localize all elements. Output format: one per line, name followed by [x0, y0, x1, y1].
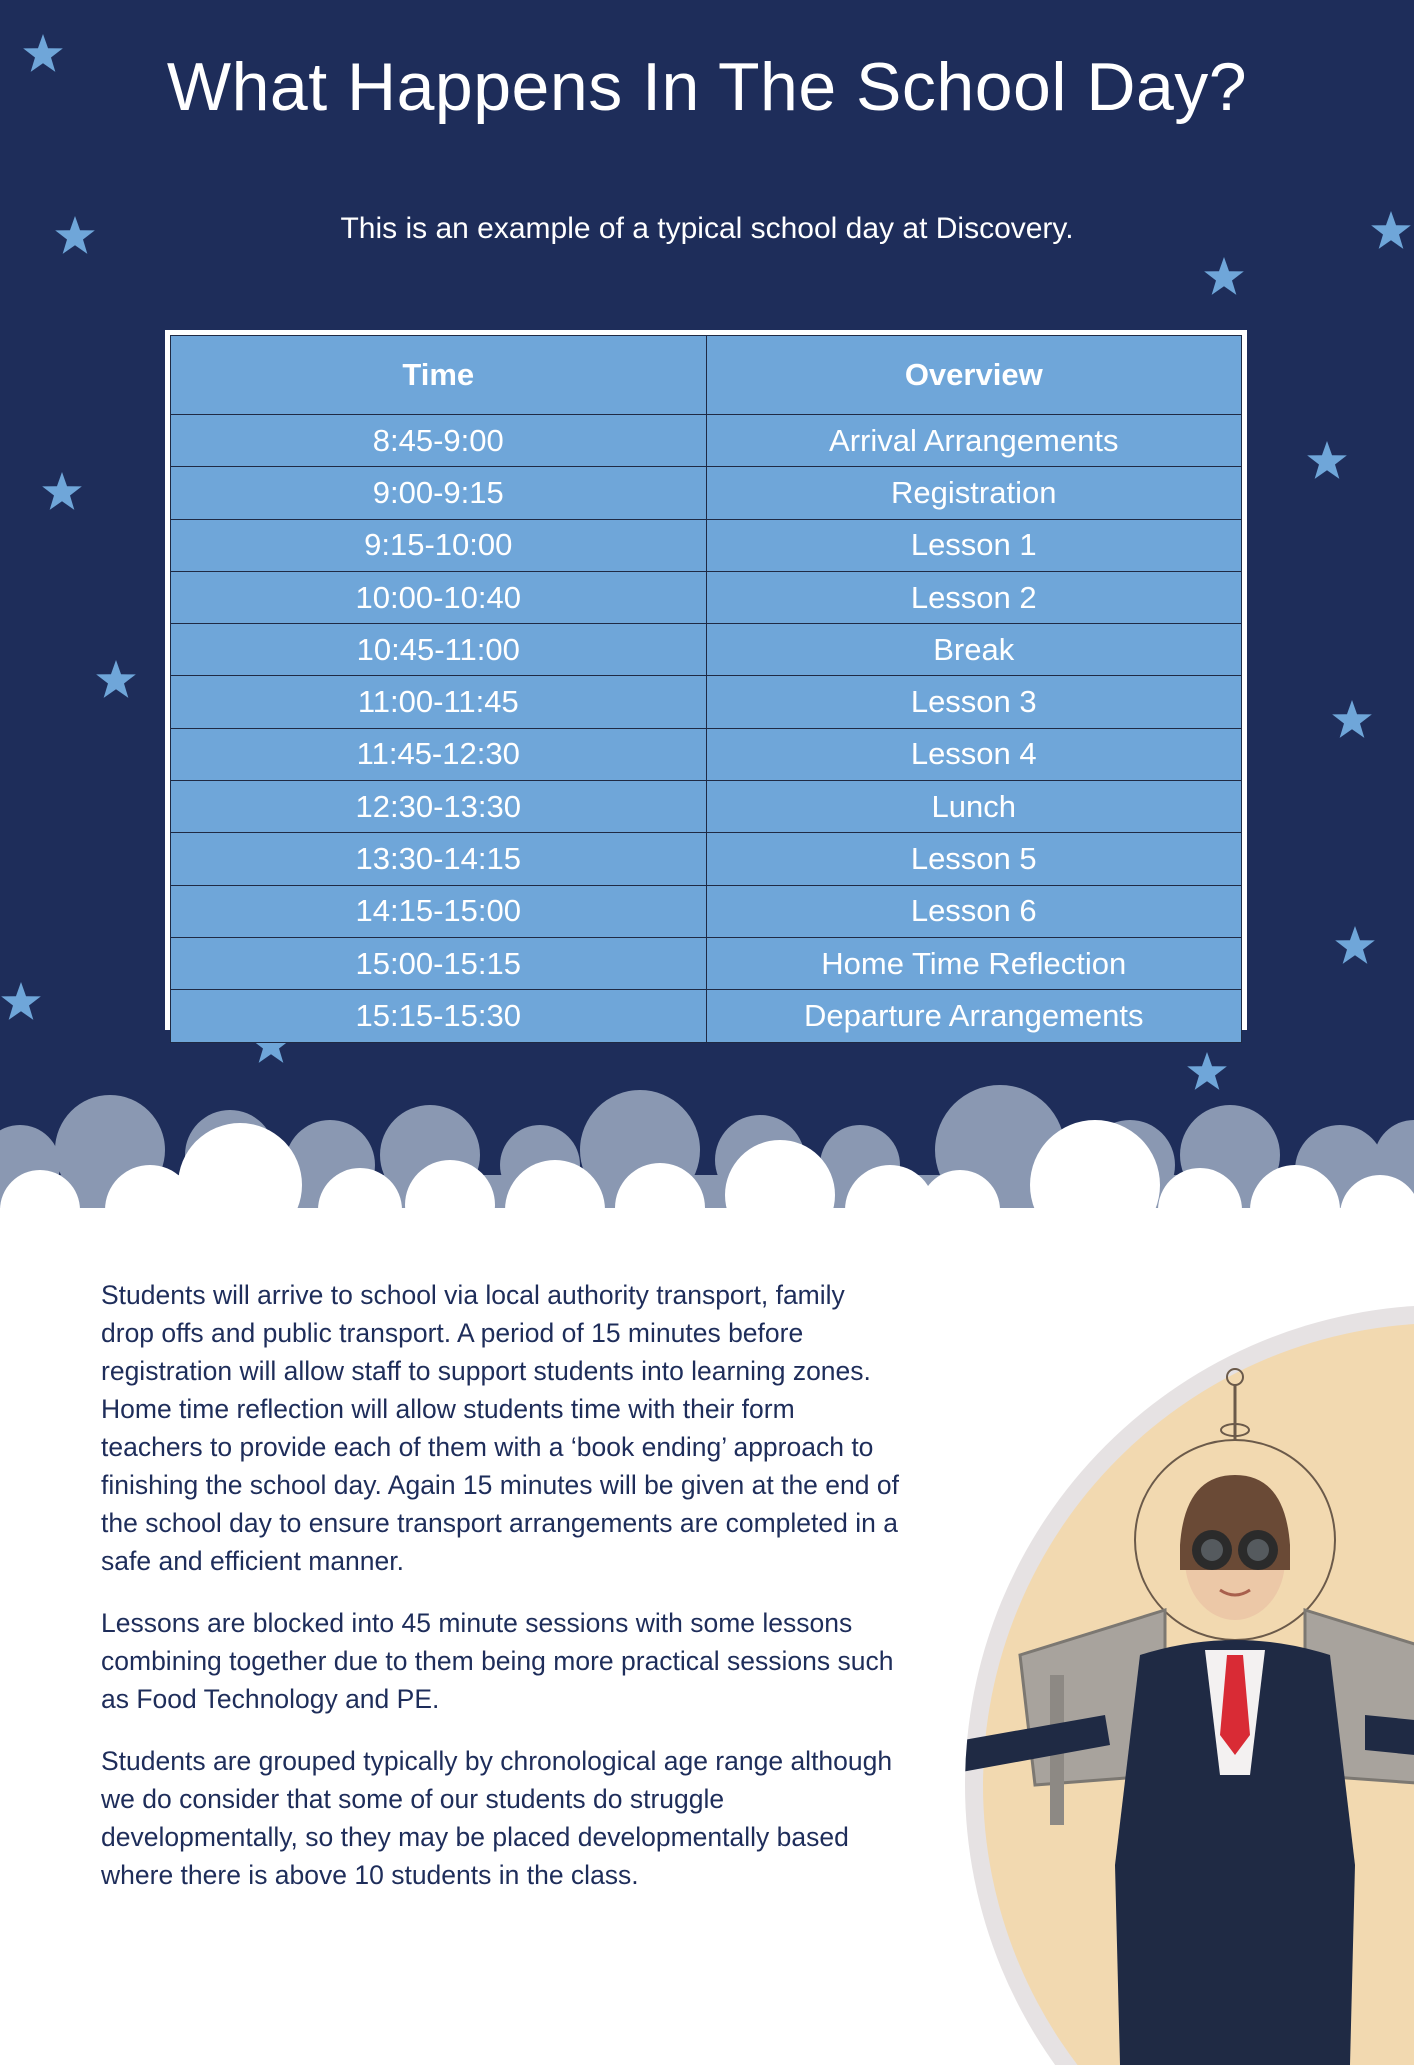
time-cell: 12:30-13:30 [171, 781, 707, 833]
star-icon [0, 982, 42, 1022]
table-row [171, 676, 1242, 728]
table-row [171, 415, 1242, 467]
page-title: What Happens In The School Day? [166, 49, 1248, 125]
overview-cell: Arrival Arrangements [706, 415, 1242, 467]
overview-cell: Break [706, 624, 1242, 676]
time-cell: 10:00-10:40 [171, 571, 707, 623]
child-astronaut-photo [905, 1305, 1414, 2065]
column-header-time: Time [171, 336, 707, 415]
schedule-table-frame [165, 330, 1247, 1033]
table-row [171, 833, 1242, 885]
paragraph-lessons: Lessons are blocked into 45 minute sessions with some lessons combining together due to them being more practical sessions such as Food Technology and PE. [101, 1608, 894, 1714]
table-row [171, 571, 1242, 623]
time-cell: 14:15-15:00 [171, 885, 707, 937]
overview-cell: Lesson 4 [706, 728, 1242, 780]
table-row [171, 467, 1242, 519]
time-cell: 13:30-14:15 [171, 833, 707, 885]
star-icon [41, 472, 83, 512]
star-icon [1334, 926, 1376, 966]
table-row [171, 885, 1242, 937]
time-cell: 9:15-10:00 [171, 519, 707, 571]
overview-cell: Lesson 6 [706, 885, 1242, 937]
body-text [101, 1276, 901, 1918]
table-row [171, 937, 1242, 989]
star-icon [1306, 441, 1348, 481]
overview-cell: Lunch [706, 781, 1242, 833]
overview-cell: Lesson 3 [706, 676, 1242, 728]
overview-cell: Lesson 5 [706, 833, 1242, 885]
time-cell: 9:00-9:15 [171, 467, 707, 519]
star-icon [1331, 700, 1373, 740]
paragraph-grouping: Students are grouped typically by chronological age range although we do consider that some of our students do struggle developmentally, so they may be placed developmentally based where there is above 10 students in the class. [101, 1746, 893, 1890]
column-header-overview: Overview [706, 336, 1242, 415]
time-cell: 11:00-11:45 [171, 676, 707, 728]
overview-cell: Lesson 2 [706, 571, 1242, 623]
overview-cell: Home Time Reflection [706, 937, 1242, 989]
time-cell: 8:45-9:00 [171, 415, 707, 467]
overview-cell: Lesson 1 [706, 519, 1242, 571]
paragraph-arrival: Students will arrive to school via local authority transport, family drop offs and public transport. A period of 15 minutes before registration will allow staff to support students into learning zones. Home time reflection will allow students time with their form teachers to provide each of them with a ‘book ending’ approach to finishing the school day. Again 15 minutes will be given at the end of the school day to ensure transport arrangements are completed in a safe and efficient manner. [101, 1280, 899, 1576]
time-cell: 11:45-12:30 [171, 728, 707, 780]
table-row [171, 519, 1242, 571]
overview-cell: Departure Arrangements [706, 990, 1242, 1042]
schedule-table [170, 335, 1242, 1043]
table-row [171, 990, 1242, 1042]
table-row [171, 624, 1242, 676]
table-header-row [171, 336, 1242, 415]
table-row [171, 781, 1242, 833]
page-subtitle: This is an example of a typical school day at Discovery. [340, 212, 1074, 245]
star-icon [95, 660, 137, 700]
star-icon [1203, 257, 1245, 297]
cloud-divider [0, 1080, 1414, 1220]
time-cell: 10:45-11:00 [171, 624, 707, 676]
time-cell: 15:15-15:30 [171, 990, 707, 1042]
table-row [171, 728, 1242, 780]
overview-cell: Registration [706, 467, 1242, 519]
time-cell: 15:00-15:15 [171, 937, 707, 989]
